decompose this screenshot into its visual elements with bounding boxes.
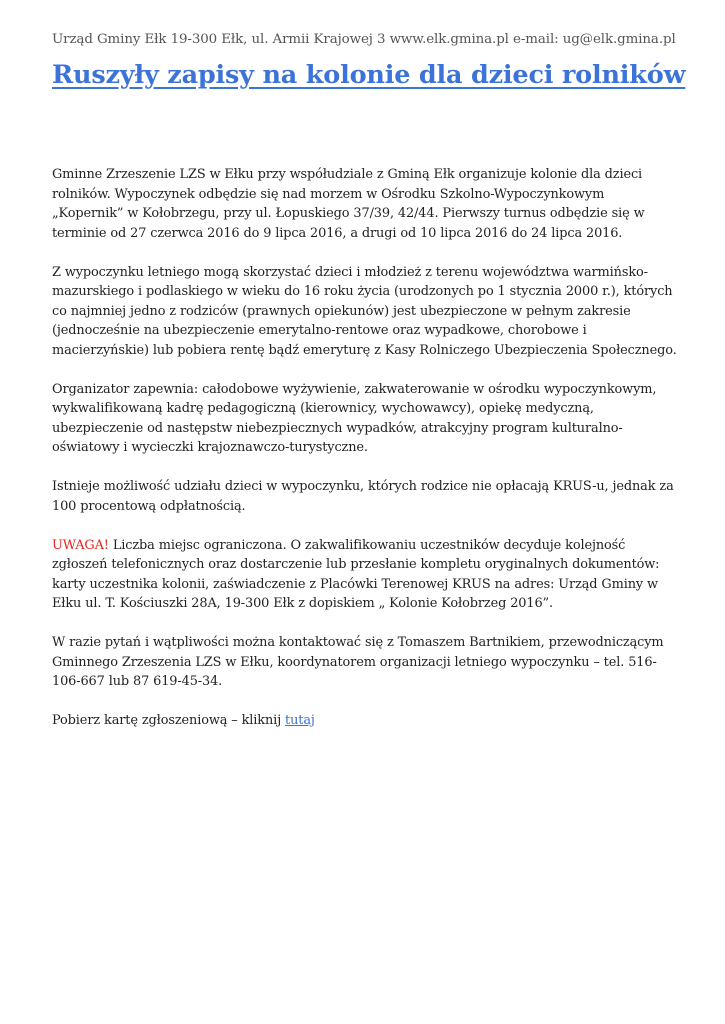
paragraph-intro: Gminne Zrzeszenie LZS w Ełku przy współudziale z Gminą Ełk organizuje kolonie dla dzieci rolników. Wypoczynek odbędzie się nad morzem w Ośrodku Szkolno-Wypoczynkowym „Kopernik” w Kołobrzegu, przy ul. Łopuskiego 37/39, 42/44. Pierwszy turnus odbędzie się w terminie od 27 czerwca 2016 do 9 lipca 2016, a drugi od 10 lipca 2016 do 24 lipca 2016. bbox=[52, 167, 645, 241]
paragraph-contact: W razie pytań i wątpliwości można kontaktować się z Tomaszem Bartnikiem, przewodniczącym Gminnego Zrzeszenia LZS w Ełku, koordynatorem organizacji letniego wypoczynku – tel. 516-106-667 lub 87 619-45-34. bbox=[52, 635, 664, 689]
warning-text: Liczba miejsc ograniczona. O zakwalifikowaniu uczestników decyduje kolejność zgłoszeń telefonicznych oraz dostarczenie lub przesłanie kompletu oryginalnych dokumentów: karty uczestnika kolonii, zaświadczenie z Placówki Terenowej KRUS na adres: Urząd Gminy w Ełku ul. T. Kościuszki 28A, 19-300 Ełk z dopiskiem „ Kolonie Kołobrzeg 2016”. bbox=[52, 537, 660, 611]
office-address-header: Urząd Gminy Ełk 19-300 Ełk, ul. Armii Krajowej 3 www.elk.gmina.pl e-mail: ug@elk.gmina.pl bbox=[52, 32, 676, 47]
paragraph-warning bbox=[52, 536, 677, 614]
paragraph-paid-participation: Istnieje możliwość udziału dzieci w wypoczynku, których rodzice nie opłacają KRUS-u, jednak za 100 procentową odpłatnością. bbox=[52, 479, 674, 514]
download-form-link[interactable]: tutaj bbox=[285, 713, 315, 728]
paragraph-eligibility: Z wypoczynku letniego mogą skorzystać dzieci i młodzież z terenu województwa warmińsko-mazurskiego i podlaskiego w wieku do 16 roku życia (urodzonych po 1 stycznia 2000 r.), których co najmniej jedno z rodziców (prawnych opiekunów) jest ubezpieczone w pełnym zakresie (jednocześnie na ubezpieczenie emerytalno-rentowe oraz wypadkowe, chorobowe i macierzyńskie) lub pobiera rentę bądź emeryturę z Kasy Rolniczego Ubezpieczenia Społecznego. bbox=[52, 264, 677, 358]
warning-label: UWAGA! bbox=[52, 537, 109, 553]
paragraph-download bbox=[52, 711, 677, 731]
article-body bbox=[52, 165, 677, 750]
article-title-link[interactable]: Ruszyły zapisy na kolonie dla dzieci rolników bbox=[52, 60, 686, 90]
download-text: Pobierz kartę zgłoszeniową – kliknij bbox=[52, 713, 286, 728]
paragraph-organizer: Organizator zapewnia: całodobowe wyżywienie, zakwaterowanie w ośrodku wypoczynkowym, wykwalifikowaną kadrę pedagogiczną (kierownicy, wychowawcy), opiekę medyczną, ubezpieczenie od następstw niebezpiecznych wypadków, atrakcyjny program kulturalno-oświatowy i wycieczki krajoznawczo-turystyczne. bbox=[52, 381, 657, 455]
